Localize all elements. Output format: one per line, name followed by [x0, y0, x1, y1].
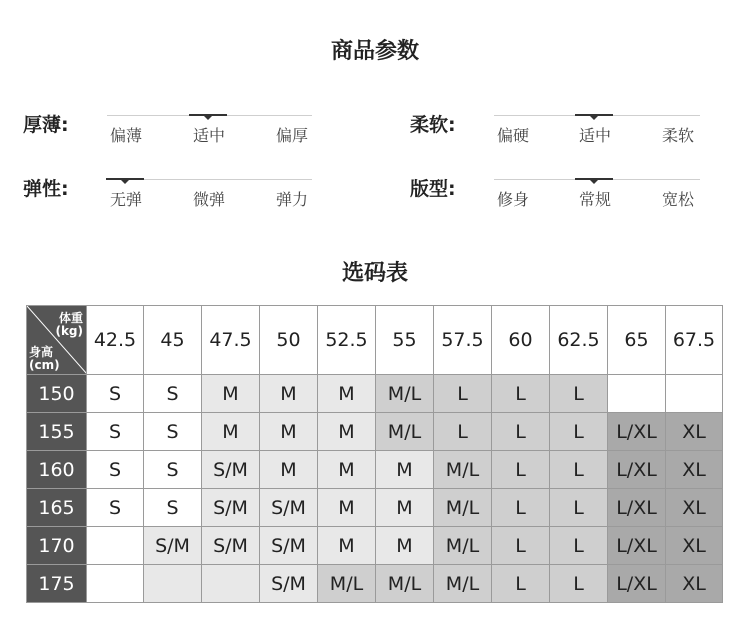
- size-row: [27, 375, 723, 413]
- size-cell: M: [260, 413, 318, 451]
- size-cell: L: [550, 413, 608, 451]
- height-header-cell: 155: [27, 413, 87, 451]
- param-label: 版型:: [410, 178, 456, 200]
- size-cell: M: [260, 451, 318, 489]
- size-cell: L/XL: [608, 565, 666, 603]
- size-cell: L/XL: [608, 413, 666, 451]
- size-row: [27, 527, 723, 565]
- size-cell: XL: [666, 413, 723, 451]
- size-row: [27, 489, 723, 527]
- size-cell: M: [376, 451, 434, 489]
- param-option: 偏薄: [110, 126, 143, 145]
- size-cell: S/M: [260, 527, 318, 565]
- size-cell: M/L: [434, 451, 492, 489]
- height-header-cell: 175: [27, 565, 87, 603]
- height-header-cell: 165: [27, 489, 87, 527]
- size-cell: [144, 565, 202, 603]
- size-cell: M: [260, 375, 318, 413]
- size-cell: L: [492, 527, 550, 565]
- param-selected-marker: [575, 114, 613, 116]
- size-row: [27, 413, 723, 451]
- param-label: 弹性:: [23, 178, 69, 200]
- corner-cell: [27, 306, 87, 375]
- weight-header-cell: 52.5: [318, 306, 376, 375]
- param-selected-marker: [106, 178, 144, 180]
- size-cell: S/M: [144, 527, 202, 565]
- param-option: 修身: [497, 190, 530, 209]
- weight-header-cell: 65: [608, 306, 666, 375]
- size-cell: S: [144, 451, 202, 489]
- size-cell: M/L: [434, 565, 492, 603]
- size-cell: S/M: [202, 489, 260, 527]
- size-cell: M: [318, 375, 376, 413]
- param-option: 柔软: [662, 126, 695, 145]
- weight-header-cell: 57.5: [434, 306, 492, 375]
- size-cell: [87, 527, 144, 565]
- weight-header-cell: 47.5: [202, 306, 260, 375]
- size-row: [27, 451, 723, 489]
- size-cell: M: [318, 489, 376, 527]
- size-cell: S/M: [260, 489, 318, 527]
- size-cell: L: [492, 489, 550, 527]
- size-cell: L/XL: [608, 451, 666, 489]
- param-option: 微弹: [193, 190, 226, 209]
- size-cell: L: [550, 527, 608, 565]
- size-cell: L: [434, 375, 492, 413]
- size-cell: L: [434, 413, 492, 451]
- weight-header-cell: 42.5: [87, 306, 144, 375]
- size-cell: M/L: [376, 565, 434, 603]
- height-header-cell: 160: [27, 451, 87, 489]
- size-cell: [202, 565, 260, 603]
- size-cell: [608, 375, 666, 413]
- size-cell: L: [550, 489, 608, 527]
- weight-header-cell: 67.5: [666, 306, 723, 375]
- size-cell: S: [87, 413, 144, 451]
- size-cell: XL: [666, 565, 723, 603]
- corner-height-label: 身高 (cm): [29, 345, 60, 372]
- size-cell: XL: [666, 527, 723, 565]
- param-option: 偏厚: [276, 126, 309, 145]
- height-header-cell: 150: [27, 375, 87, 413]
- param-option: 宽松: [662, 190, 695, 209]
- param-option: 适中: [579, 126, 612, 145]
- size-cell: M/L: [434, 489, 492, 527]
- param-option: 适中: [193, 126, 226, 145]
- param-option: 偏硬: [497, 126, 530, 145]
- size-cell: S: [87, 375, 144, 413]
- size-cell: M/L: [376, 413, 434, 451]
- param-option: 弹力: [276, 190, 309, 209]
- height-header-cell: 170: [27, 527, 87, 565]
- size-cell: [87, 565, 144, 603]
- size-cell: L: [492, 451, 550, 489]
- weight-header-row: [27, 306, 723, 375]
- weight-header-cell: 50: [260, 306, 318, 375]
- size-cell: L: [492, 565, 550, 603]
- params-title: 商品参数: [330, 39, 419, 64]
- corner-weight-label: 体重 (kg): [55, 311, 83, 338]
- param-selected-marker: [575, 178, 613, 180]
- size-cell: S: [87, 451, 144, 489]
- weight-header-cell: 45: [144, 306, 202, 375]
- size-cell: M: [318, 413, 376, 451]
- weight-header-cell: 55: [376, 306, 434, 375]
- param-option: 常规: [579, 190, 612, 209]
- size-cell: S: [144, 489, 202, 527]
- size-cell: L: [492, 413, 550, 451]
- size-cell: M: [376, 489, 434, 527]
- size-cell: M: [318, 451, 376, 489]
- size-cell: M/L: [434, 527, 492, 565]
- size-cell: M/L: [318, 565, 376, 603]
- size-cell: M: [376, 527, 434, 565]
- param-label: 厚薄:: [23, 114, 69, 136]
- param-selected-marker: [189, 114, 227, 116]
- size-cell: L/XL: [608, 527, 666, 565]
- size-chart-title: 选码表: [341, 261, 408, 286]
- size-cell: M/L: [376, 375, 434, 413]
- size-cell: L/XL: [608, 489, 666, 527]
- size-cell: L: [550, 375, 608, 413]
- size-cell: XL: [666, 489, 723, 527]
- size-cell: S/M: [202, 451, 260, 489]
- size-row: [27, 565, 723, 603]
- size-cell: S: [144, 375, 202, 413]
- size-cell: M: [318, 527, 376, 565]
- size-chart-table: [26, 305, 723, 603]
- size-cell: L: [550, 451, 608, 489]
- size-cell: S/M: [260, 565, 318, 603]
- weight-header-cell: 62.5: [550, 306, 608, 375]
- size-cell: L: [492, 375, 550, 413]
- weight-header-cell: 60: [492, 306, 550, 375]
- size-cell: S: [87, 489, 144, 527]
- size-cell: M: [202, 413, 260, 451]
- param-option: 无弹: [110, 190, 143, 209]
- size-cell: S: [144, 413, 202, 451]
- size-cell: XL: [666, 451, 723, 489]
- size-cell: M: [202, 375, 260, 413]
- size-cell: L: [550, 565, 608, 603]
- size-cell: [666, 375, 723, 413]
- param-label: 柔软:: [410, 114, 456, 136]
- size-cell: S/M: [202, 527, 260, 565]
